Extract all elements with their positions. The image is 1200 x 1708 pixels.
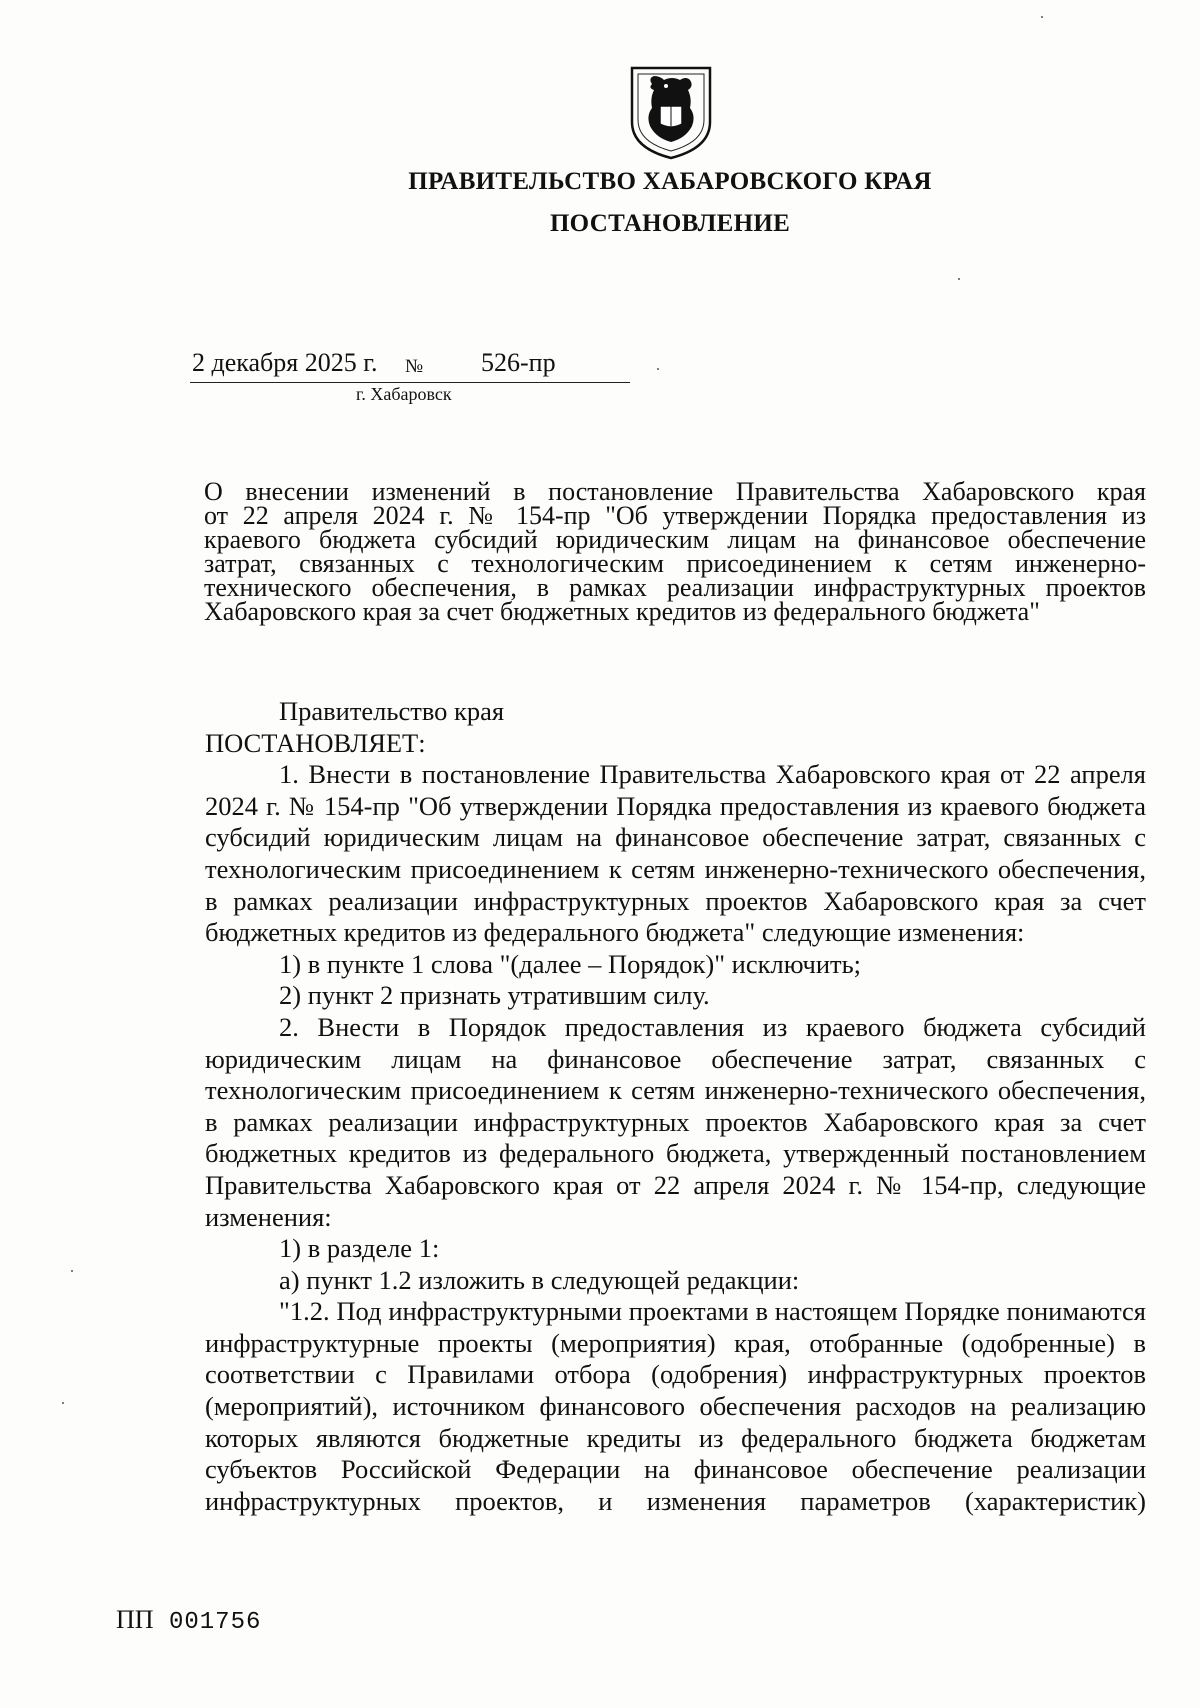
title-line: О внесении изменений в постановление Правительства Хабаровского края <box>204 477 1146 506</box>
preamble-subject: Правительство края <box>279 696 505 726</box>
scan-speck <box>657 368 659 370</box>
document-type-heading: ПОСТАНОВЛЕНИЕ <box>549 210 791 237</box>
scan-speck <box>62 1402 64 1404</box>
title-line: Хабаровского края за счет бюджетных кредитов из федерального бюджета" <box>204 597 1040 626</box>
title-line: от 22 апреля 2024 г. № 154-пр "Об утверждении Порядка предоставления из <box>204 501 1146 530</box>
title-line: затрат, связанных с технологическим присоединением к сетям инженерно- <box>204 549 1146 578</box>
paragraph-2-item-1: 1) в разделе 1: <box>279 1233 440 1264</box>
scan-speck <box>958 278 960 280</box>
scan-speck <box>1041 16 1043 18</box>
paragraph-1: 1. Внести в постановление Правительства Хабаровского края от 22 апреля 2024 г. № 154-пр "Об утверждении Порядка предоставления из краевого бюджета субсидий юридическим лицам на финансовое обеспечение затрат, связанных с технологическим присоединением к сетям инженерно-технического обеспечения, в рамках реализации инфраструктурных проектов Хабаровского края за счет бюджетных кредитов из федерального бюджета" следующие изменения: <box>205 759 1146 948</box>
government-heading: ПРАВИТЕЛЬСТВО ХАБАРОВСКОГО КРАЯ <box>408 168 932 195</box>
document-date: 2 декабря 2025 г. <box>192 348 378 377</box>
preamble-resolves: ПОСТАНОВЛЯЕТ: <box>205 727 426 758</box>
paragraph-2: 2. Внести в Порядок предоставления из краевого бюджета субсидий юридическим лицам на финансовое обеспечение затрат, связанных с технологическим присоединением к сетям инженерно-технического обеспечения, в рамках реализации инфраструктурных проектов Хабаровского края за счет бюджетных кредитов из федерального бюджета, утвержденный постановлением Правительства Хабаровского края от 22 апреля 2024 г. № 154-пр, следующие изменения: <box>205 1011 1146 1232</box>
form-number: 001756 <box>168 1609 262 1636</box>
document-title <box>204 477 1146 626</box>
title-line: технического обеспечения, в рамках реализации инфраструктурных проектов <box>204 573 1146 602</box>
paragraph-1-item-1: 1) в пункте 1 слова "(далее – Порядок)" исключить; <box>279 948 862 979</box>
document-body <box>205 696 1146 1517</box>
document-city: г. Хабаровск <box>356 384 452 404</box>
paragraph-2-quote: "1.2. Под инфраструктурными проектами в настоящем Порядке понимаются инфраструктурные проекты (мероприятия) края, отобранные (одобренные) в соответствии с Правилами отбора (одобрения) инфраструктурных проектов (мероприятий), источником финансового обеспечения расходов на реализацию которых являются бюджетные кредиты из федерального бюджета бюджетам субъектов Российской Федерации на финансовое обеспечение реализации инфраструктурных проектов, и изменения параметров (характеристик) <box>205 1296 1146 1516</box>
title-line: краевого бюджета субсидий юридическим лицам на финансовое обеспечение <box>204 525 1146 554</box>
date-number-line <box>190 348 630 383</box>
paragraph-1-item-2: 2) пункт 2 признать утратившим силу. <box>279 980 710 1011</box>
form-serial-number <box>116 1605 261 1636</box>
paragraph-2-item-1a: а) пункт 1.2 изложить в следующей редакции: <box>279 1264 800 1295</box>
document-number: 526-пр <box>481 348 556 377</box>
number-sign: № <box>405 356 424 377</box>
coat-of-arms-emblem <box>626 64 716 160</box>
scan-speck <box>71 1270 73 1272</box>
form-series: ПП <box>116 1605 154 1634</box>
